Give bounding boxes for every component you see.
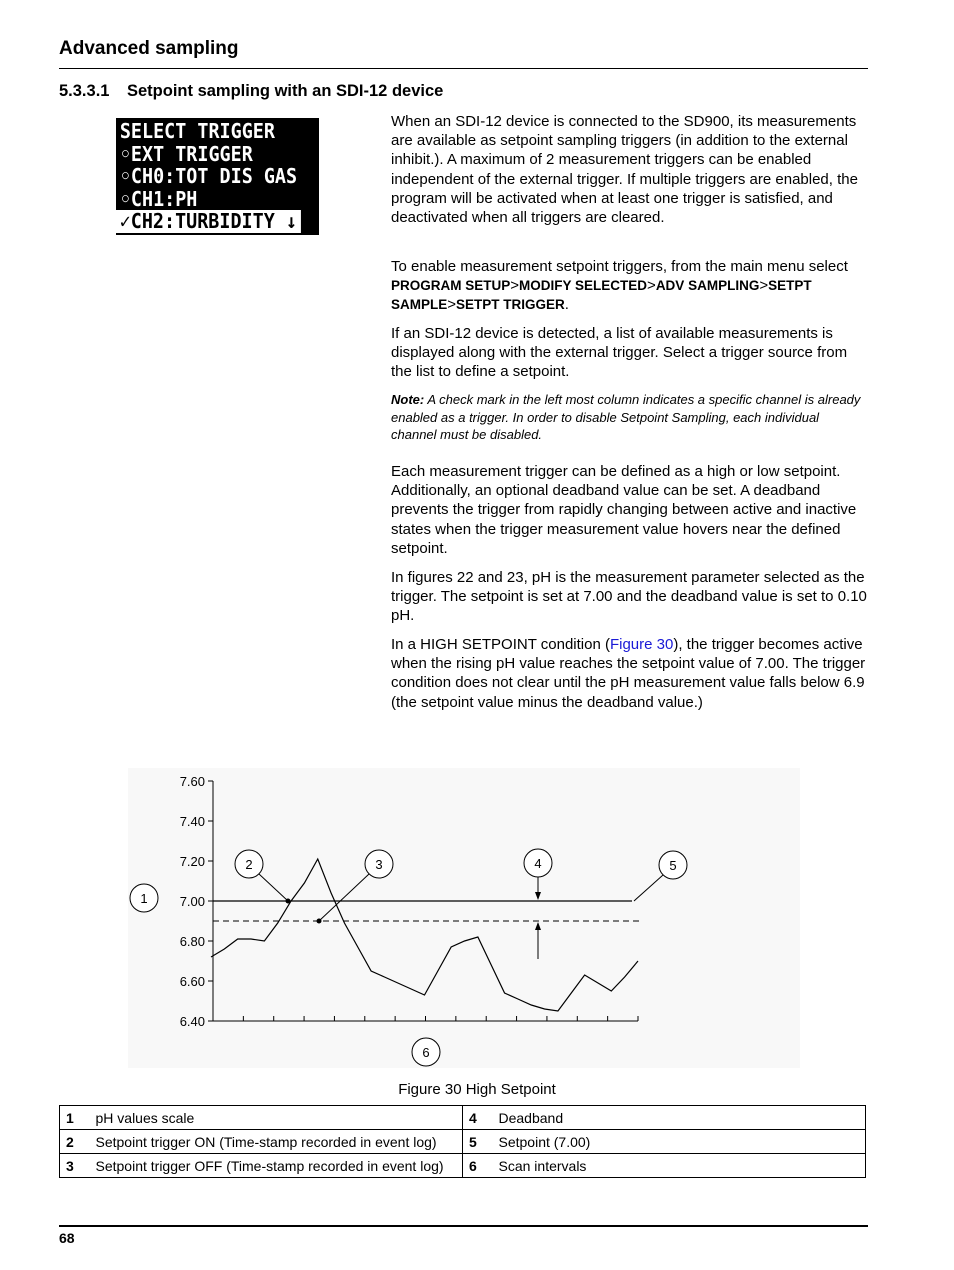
lcd-item	[118, 143, 303, 166]
lcd-item-label: EXT TRIGGER	[130, 141, 253, 166]
menu-path-item: SETPT TRIGGER	[456, 297, 565, 313]
check-mark-icon: ✓	[119, 209, 131, 233]
scroll-down-arrow-icon: ↓	[285, 209, 297, 233]
footer-rule	[59, 1225, 868, 1227]
callout-number: 6	[422, 1045, 430, 1060]
legend-text: Setpoint trigger OFF (Time-stamp recorded in event log)	[90, 1154, 463, 1178]
table-row	[60, 1154, 866, 1178]
figure-caption: Figure 30 High Setpoint	[398, 1081, 556, 1098]
callout-number: 5	[669, 858, 677, 873]
legend-number: 6	[463, 1154, 493, 1178]
y-tick-label: 7.40	[179, 814, 205, 829]
legend-table	[59, 1105, 866, 1178]
legend-text: pH values scale	[90, 1106, 463, 1130]
paragraph: Each measurement trigger can be defined as a high or low setpoint. Additionally, an optional deadband value can be set. A deadband prevents the trigger from rapidly changing between active and inactive states when the trigger measurement value hovers near the defined setpoint.	[391, 463, 857, 557]
subsection-title: Setpoint sampling with an SDI-12 device	[127, 82, 444, 100]
radio-marker-icon: ◦	[119, 141, 131, 166]
y-tick-label: 7.60	[179, 774, 205, 789]
subsection-heading	[59, 82, 443, 101]
legend-number: 5	[463, 1130, 493, 1154]
lcd-item-label: CH2:TURBIDITY	[130, 209, 275, 233]
paragraph-text: ), the trigger becomes active when the rising pH value reaches the setpoint value of 7.00. The trigger condition does not clear until the pH measurement value falls below 6.9 (the setpoint value minus the deadband value.)	[391, 636, 866, 711]
radio-marker-icon: ◦	[119, 164, 131, 188]
y-tick-label: 7.00	[179, 894, 205, 909]
note	[391, 391, 867, 444]
callout-leader	[634, 875, 663, 901]
legend-number: 1	[60, 1106, 90, 1130]
paragraph: If an SDI-12 device is detected, a list of available measurements is displayed along with the external trigger. Select a trigger source from the list to define a setpoint.	[391, 325, 848, 381]
lcd-item-label: CH1:PH	[130, 186, 198, 211]
legend-text: Setpoint (7.00)	[493, 1130, 866, 1154]
lcd-item	[118, 188, 303, 211]
paragraph-text: To enable measurement setpoint triggers, from the main menu select	[391, 258, 848, 275]
legend-text: Scan intervals	[493, 1154, 866, 1178]
paragraph	[391, 635, 867, 712]
lcd-item-label: CH0:TOT DIS GAS	[130, 164, 298, 188]
chart-svg	[128, 768, 800, 1068]
menu-path-item: MODIFY SELECTED	[519, 278, 648, 294]
legend-text: Deadband	[493, 1106, 866, 1130]
table-row	[60, 1106, 866, 1130]
lcd-item-selected	[116, 210, 301, 233]
callout-leader	[259, 874, 288, 901]
callout-number: 4	[534, 856, 542, 871]
menu-separator: >	[647, 277, 656, 295]
menu-separator: >	[447, 296, 457, 314]
legend-number: 4	[463, 1106, 493, 1130]
menu-separator: >	[510, 277, 520, 295]
page-number: 68	[59, 1230, 75, 1246]
figure-link[interactable]: Figure 30	[609, 636, 674, 653]
menu-path-item: PROGRAM SETUP	[391, 278, 511, 294]
callout-number: 2	[245, 857, 253, 872]
menu-path-item: SETPT SAMPLE	[391, 278, 812, 313]
paragraph-text: In a HIGH SETPOINT condition (	[391, 636, 610, 653]
paragraph: When an SDI-12 device is connected to the SD900, its measurements are available as setpoint sampling triggers (in addition to the external inhibit.). A maximum of 2 measurement triggers can be enabled independent of the external trigger. If multiple triggers are enabled, the program will be activated when at least one trigger is satisfied, and deactivated when all triggers are cleared.	[391, 113, 858, 227]
y-tick-label: 7.20	[179, 854, 205, 869]
paragraph-menu-path	[391, 257, 867, 315]
paragraph: In figures 22 and 23, pH is the measurement parameter selected as the trigger. The setpoint is set at 7.00 and the deadband value is set to 0.10 pH.	[391, 569, 867, 625]
ph-series-line	[211, 859, 638, 1011]
header-rule	[59, 68, 868, 69]
callout-number: 1	[140, 891, 148, 906]
radio-marker-icon: ◦	[119, 186, 131, 211]
subsection-number: 5.3.3.1	[59, 82, 110, 100]
y-tick-label: 6.60	[179, 974, 205, 989]
y-tick-label: 6.80	[179, 934, 205, 949]
note-label: Note:	[391, 392, 425, 407]
lcd-item	[118, 165, 303, 188]
section-title: Advanced sampling	[59, 38, 239, 59]
paragraph-text: .	[564, 296, 569, 314]
legend-number: 3	[60, 1154, 90, 1178]
deadband-arrow-down-head	[535, 892, 541, 900]
callout-number: 3	[375, 857, 383, 872]
lcd-screen	[116, 118, 319, 235]
note-text: A check mark in the left most column indicates a specific channel is already enabled as a trigger. In order to disable Setpoint Sampling, each individual channel must be disabled.	[391, 392, 861, 442]
lcd-title: SELECT TRIGGER	[119, 119, 275, 143]
table-row	[60, 1130, 866, 1154]
deadband-arrow-up-head	[535, 922, 541, 930]
menu-path-item: ADV SAMPLING	[655, 278, 760, 294]
high-setpoint-chart	[128, 768, 800, 1068]
menu-separator: >	[759, 277, 769, 295]
y-tick-label: 6.40	[179, 1014, 205, 1029]
legend-number: 2	[60, 1130, 90, 1154]
legend-text: Setpoint trigger ON (Time-stamp recorded in event log)	[90, 1130, 463, 1154]
